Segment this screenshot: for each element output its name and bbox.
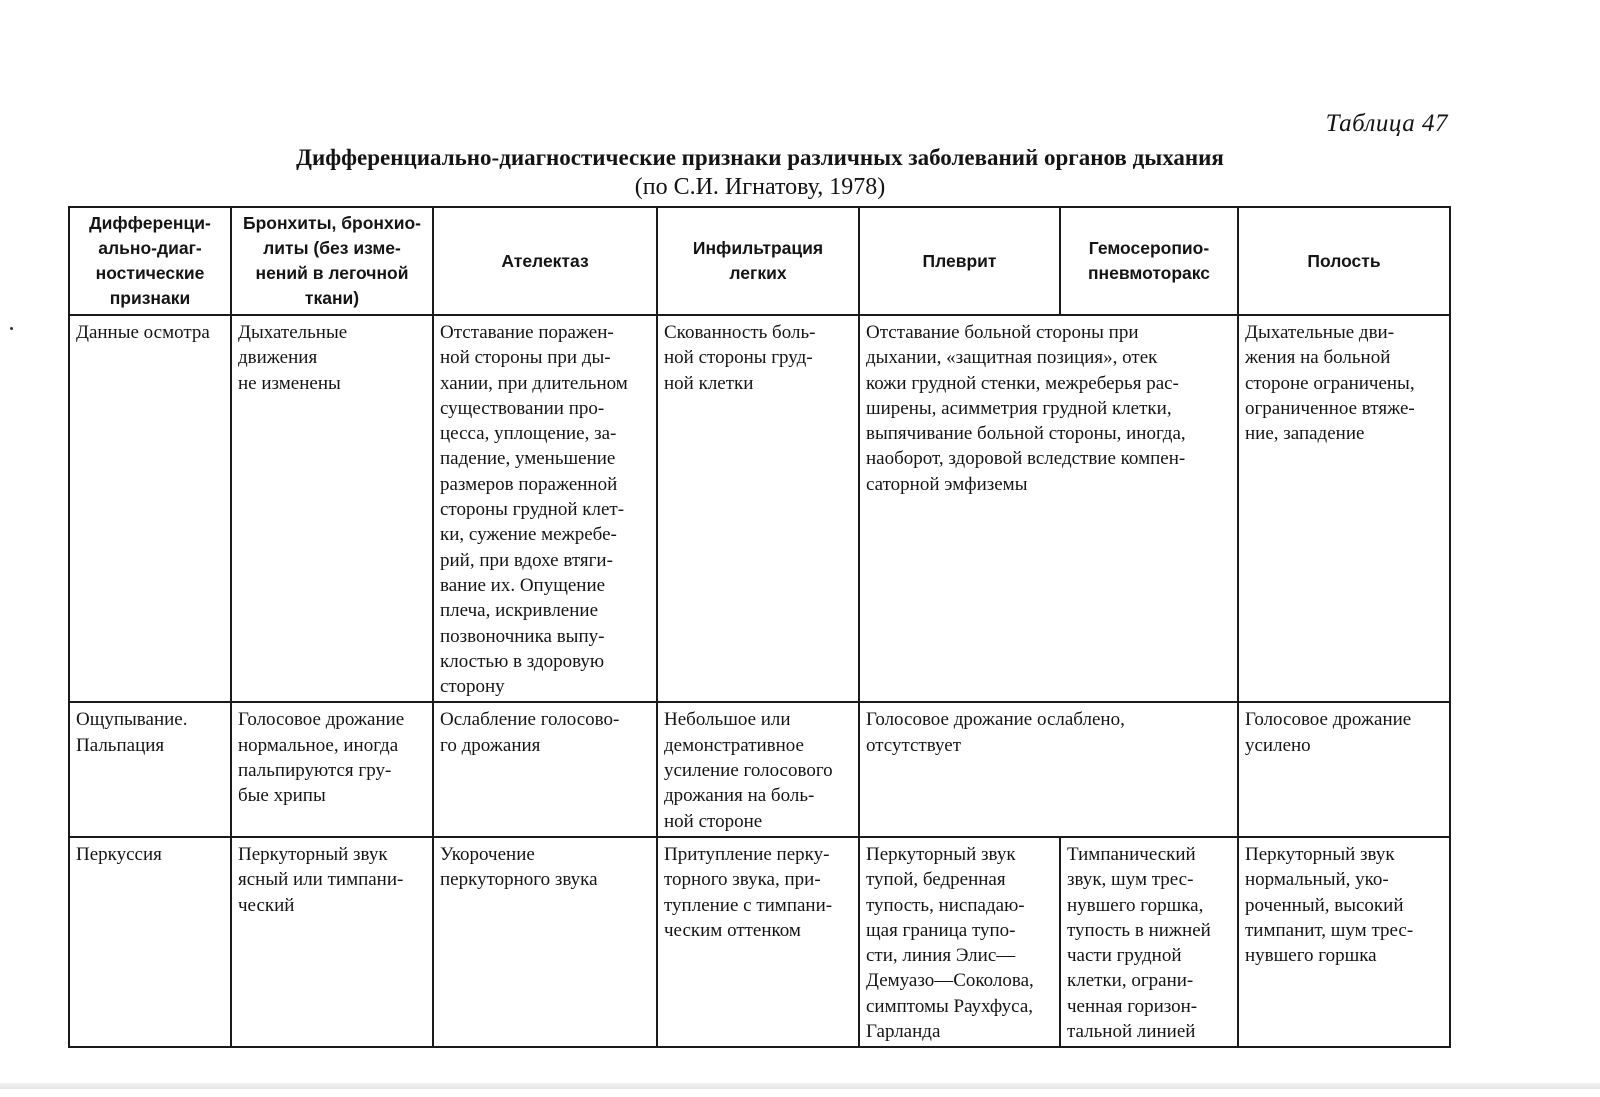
table-row (69, 837, 1450, 1047)
table-row (69, 315, 1450, 702)
table-number: Таблица 47 (1325, 110, 1448, 137)
cell-pleurisy: Перкуторный звук тупой, бедренная тупость, ниспадаю- щая граница тупо- сти, линия Элис— Демуазо—Соколова, симптомы Раухфуса, Гарланда (859, 837, 1060, 1047)
table-subtitle: (по С.И. Игнатову, 1978) (634, 174, 886, 200)
cell-pneumothorax: Тимпанический звук, шум трес- нувшего горшка, тупость в нижней части грудной клетки, ограни- ченная горизон- тальной линией (1060, 837, 1238, 1047)
scan-dot (10, 327, 13, 330)
cell-atelectasis: Отставание поражен- ной стороны при ды- хании, при длительном существовании про- цесса, уплощение, за- падение, уменьшение размеров пораженной стороны грудной клет- ки, сужение межребе- рий, при вдохе втяги- вание их. Опущение плеча, искривление позвоночника выпу- клостью в здоровую сторону (433, 315, 657, 702)
cell-atelectasis: Укорочение перкуторного звука (433, 837, 657, 1047)
header-atelectasis: Ателектаз (433, 207, 657, 315)
header-pleurisy: Плеврит (859, 207, 1060, 315)
row-label: Ощупывание. Пальпация (69, 702, 231, 836)
header-infiltration: Инфильтрация легких (657, 207, 859, 315)
cell-infiltration: Скованность боль- ной стороны груд- ной клетки (657, 315, 859, 702)
table-title: Дифференциально-диагностические признаки различных заболеваний органов дыхания (296, 145, 1224, 170)
cell-bronchitis: Перкуторный звук ясный или тимпани- ческий (231, 837, 433, 1047)
cell-cavity: Перкуторный звук нормальный, уко- роченный, высокий тимпанит, шум трес- нувшего горшка (1238, 837, 1450, 1047)
table-row (69, 702, 1450, 836)
scan-edge (0, 1083, 1600, 1089)
cell-cavity: Дыхательные дви- жения на больной стороне ограничены, ограниченное втяже- ние, западение (1238, 315, 1450, 702)
cell-atelectasis: Ослабление голосово- го дрожания (433, 702, 657, 836)
cell-pleurisy-pneumothorax: Отставание больной стороны при дыхании, «защитная позиция», отек кожи грудной стенки, межреберья рас- ширены, асимметрия грудной клетки, выпячивание больной стороны, иногда, наоборот, здоровой вследствие компен- саторной эмфиземы (859, 315, 1238, 702)
header-row (69, 207, 1450, 315)
header-pneumothorax: Гемосеропио- пневмоторакс (1060, 207, 1238, 315)
diagnostic-table (68, 206, 1451, 1048)
row-label: Перкуссия (69, 837, 231, 1047)
cell-infiltration: Притупление перку- торного звука, при- тупление с тимпани- ческим оттенком (657, 837, 859, 1047)
cell-bronchitis: Голосовое дрожание нормальное, иногда пальпируются гру- бые хрипы (231, 702, 433, 836)
header-sign: Дифференци- ально-диаг- ностические признаки (69, 207, 231, 315)
row-label: Данные осмотра (69, 315, 231, 702)
cell-pleurisy-pneumothorax: Голосовое дрожание ослаблено, отсутствует (859, 702, 1238, 836)
header-bronchitis: Бронхиты, бронхио- литы (без изме- нений в легочной ткани) (231, 207, 433, 315)
cell-bronchitis: Дыхательные движения не изменены (231, 315, 433, 702)
cell-infiltration: Небольшое или демонстративное усиление голосового дрожания на боль- ной стороне (657, 702, 859, 836)
header-cavity: Полость (1238, 207, 1450, 315)
cell-cavity: Голосовое дрожание усилено (1238, 702, 1450, 836)
